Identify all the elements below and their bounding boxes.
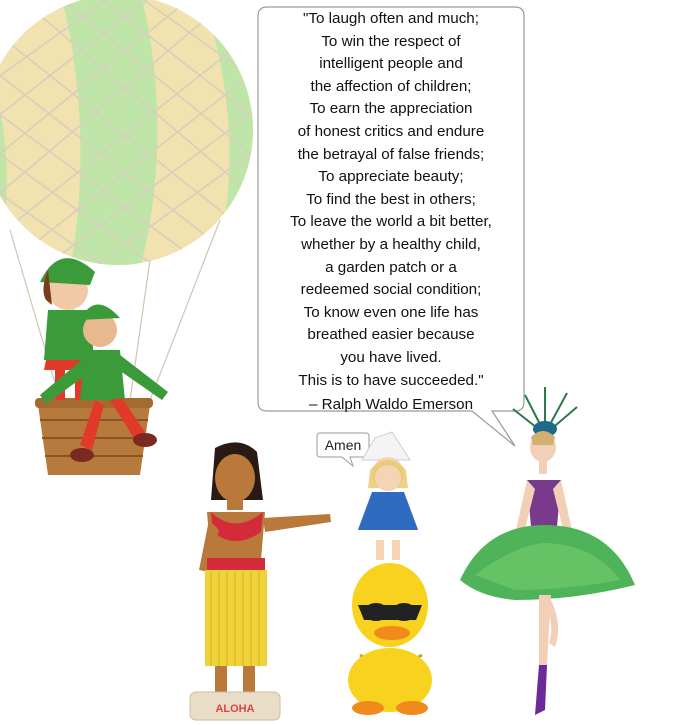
quote-line: To leave the world a bit better, [290, 213, 492, 231]
quote-line: a garden patch or a [325, 258, 457, 276]
quote-line: This is to have succeeded." [298, 371, 484, 389]
amen-text: Amen [324, 437, 362, 453]
hot-air-balloon-illustration [0, 0, 255, 490]
quote-line: intelligent people and [319, 55, 463, 73]
quote-text [257, 8, 525, 417]
quote-line: "To laugh often and much; [303, 10, 479, 27]
quote-line: breathed easier because [307, 326, 475, 344]
quote-line: To earn the appreciation [309, 100, 473, 118]
quote-line: To find the best in others; [306, 190, 476, 208]
quote-line: To win the respect of [321, 32, 461, 50]
quote-line: of honest critics and endure [297, 122, 485, 140]
quote-line: the betrayal of false friends; [297, 145, 485, 163]
quote-line: To know even one life has [303, 303, 479, 321]
quote-line: whether by a healthy child, [301, 235, 481, 253]
quote-line: redeemed social condition; [300, 281, 482, 299]
doll-on-duck-figurine [330, 430, 440, 720]
quote-line: To appreciate beauty; [318, 168, 464, 186]
aloha-base-label: ALOHA [215, 703, 255, 715]
hula-dancer-figurine [185, 440, 340, 725]
quote-line: you have lived. [340, 348, 442, 366]
quote-attribution: – Ralph Waldo Emerson [308, 396, 474, 414]
ballerina-ornament [455, 385, 645, 720]
quote-line: the affection of children; [310, 77, 472, 95]
